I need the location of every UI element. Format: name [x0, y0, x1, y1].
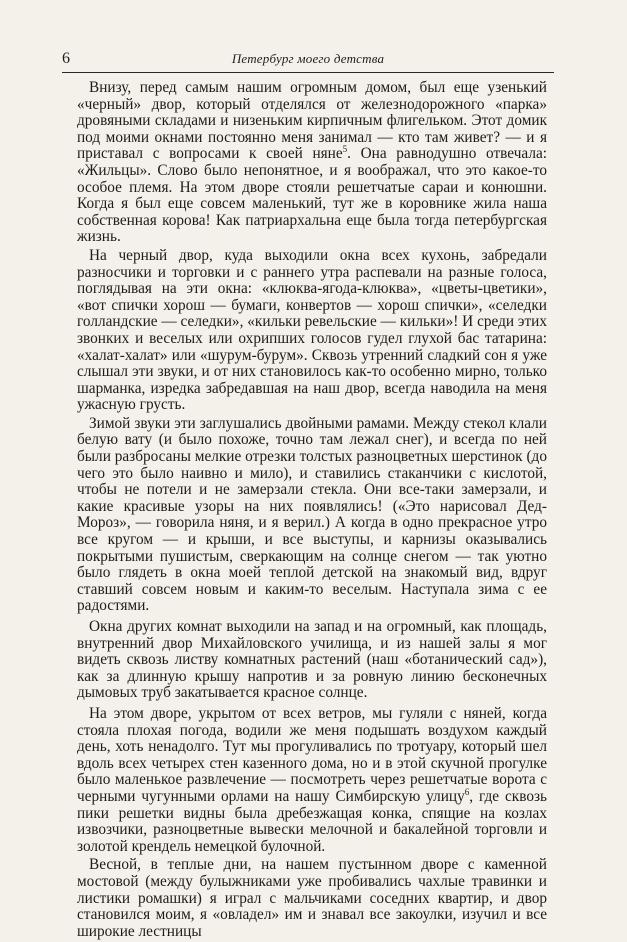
page-number: 6 — [62, 50, 70, 67]
paragraph-text: На этом дворе, укрытом от всех ветров, мы гуляли с няней, когда стояла плохая погода, водили же меня подышать воздухом каждый день, хоть ненадолго. Тут мы прогуливались по тротуару, который шел вдоль всех четырех стен казенного дома, но и в этой скучной прогулке было маленькое развлечение — посмотреть через решетчатые ворота с черными чугунными орлами на нашу Симбирскую улицу — [77, 704, 547, 805]
paragraph: Окна других комнат выходили на запад и на огромный, как площадь, внутренний двор Михайловского училища, и из нашей залы я мог видеть сквозь листву комнатных растений (наш «ботанический сад»), как за длинную крышу напротив и за ровную линию бесконечных дымовых труб закатывается красное солнце. — [77, 618, 547, 702]
body-text — [77, 80, 547, 942]
running-title: Петербург моего детства — [231, 51, 385, 66]
paragraph — [77, 706, 547, 855]
page-header — [62, 48, 554, 73]
paragraph — [77, 80, 547, 246]
paragraph-text: . Она равнодушно отвечала: «Жильцы». Слово было непонятное, и я воображал, что это какое-то особое племя. На этом дворе стояли решетчатые сараи и конюшни. Когда я был еще совсем маленький, тут же в коровнике жила наша собственная корова! Как патриархальна еще была тогда петербургская жизнь. — [77, 145, 547, 246]
paragraph: Зимой звуки эти заглушались двойными рамами. Между стекол клали белую вату (и было похоже, точно там лежал снег), и всегда по ней были разбросаны мелкие отрезки толстых разноцветных шерстинок (до чего это было наивно и мило), и ставились стаканчики с кислотой, чтобы не потели и не замерзали стекла. Они все-таки замерзали, и какие красивые узоры на них появлялись! («Это нарисовал Дед-Мороз», — говорила няня, и я верил.) А когда в одно прекрасное утро все кругом — и крыши, и все выступы, и карнизы оказывались покрытыми пушистым, сверкающим на солнце снегом — так уютно было глядеть в окна моей теплой детской на знакомый вид, вдруг ставший совсем новым и каким-то веселым. Наступала зима с ее радостями. — [77, 414, 547, 615]
paragraph: Весной, в теплые дни, на нашем пустынном дворе с каменной мостовой (между булыжниками уже пробивались чахлые травинки и листики ромашки) я играл с мальчиками соседних квартир, и двор становился моим, я «овладел» им и знавал все закоулки, изучил и все широкие лестницы — [77, 856, 547, 940]
footnote-marker: 5 — [342, 144, 348, 155]
footnote-marker: 6 — [464, 786, 470, 797]
paragraph-text: , где сквозь пики решетки видны была дребезжащая конка, спящие на козлах извозчики, разноцветные вывески мелочной и бакалейной торговли и золотой крендель немецкой булочной. — [77, 787, 547, 855]
paragraph: На черный двор, куда выходили окна всех кухонь, забредали разносчики и торговки и с раннего утра распевали на разные голоса, поглядывая на эти окна: «клюква-ягода-клюква», «цветы-цветики», «вот спички хорош — бумаги, конвертов — хорош спички», «селедки голландские — селедки», «кильки ревельские — кильки»! И среди этих звонких и веселых или охрипших голосов гудел глухой бас татарина: «халат-халат» или «шурум-бурум». Сквозь утренний сладкий сон я уже слышал эти звуки, и от них становилось как-то особенно мирно, только шарманка, изредка забредавшая на наш двор, всегда наводила на меня ужасную грусть. — [77, 246, 547, 414]
paragraph-text: Внизу, перед самым нашим огромным домом, был еще узенький «черный» двор, который отделялся от железнодорожного «парка» дровяными складами и низеньким кирпичным флигельком. Этот домик под моими окнами постоянно меня занимал — кто там живет? — и я приставал с вопросами к своей няне — [77, 79, 547, 163]
